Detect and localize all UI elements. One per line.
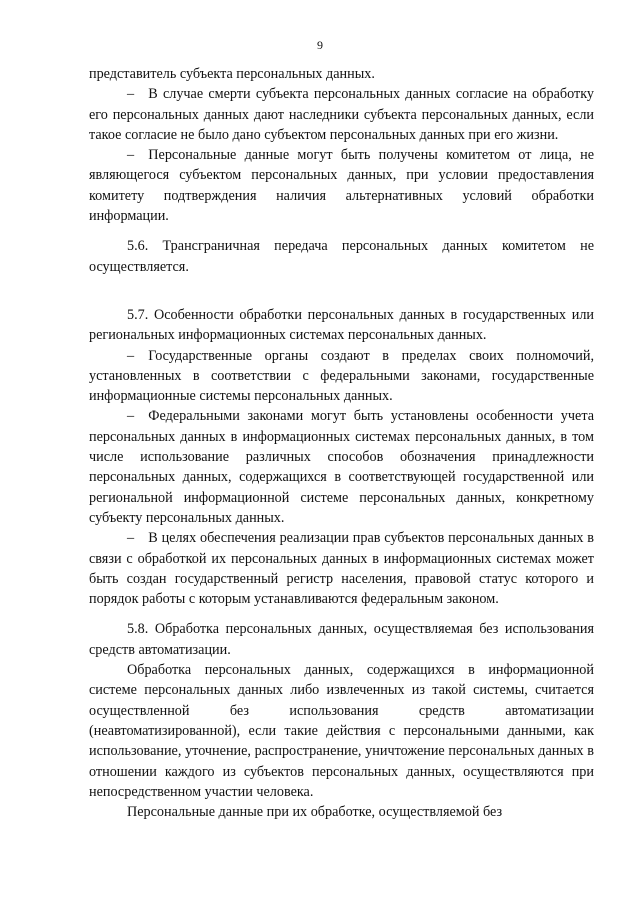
section-5-7: 5.7. Особенности обработки персональных данных в государственных или региональных информационных системах персональных данных. — [89, 306, 594, 344]
paragraph-truncated: Персональные данные при их обработке, осуществляемой без — [127, 804, 503, 821]
list-item-third-party: – Персональные данные могут быть получены комитетом от лица, не являющегося субъектом персональных данных, при условии предоставления комитету подтверждения наличия альтернативных условий обработки информации. — [89, 147, 594, 225]
list-item-state-bodies: – Государственные органы создают в пределах своих полномочий, установленных в соответствии с федеральными законами, государственные информационные системы персональных данных. — [89, 347, 594, 405]
section-5-6: 5.6. Трансграничная передача персональных данных комитетом не осуществляется. — [89, 238, 594, 275]
list-item-federal-laws: – Федеральными законами могут быть установлены особенности учета персональных данных в информационных системах персональных данных, в том числе использование различных способов обозначения принадлежности персональных данных, содержащихся в соответствующей государственной или региональной информационной системе персональных данных, конкретному субъекту персональных данных. — [89, 408, 594, 526]
page-number: 9 — [317, 38, 323, 52]
document-body — [89, 64, 594, 822]
list-item-death-consent: – В случае смерти субъекта персональных данных согласие на обработку его персональных данных дают наследники субъекта персональных данных, если такое согласие не было дано субъектом персональных данных при его жизни. — [89, 86, 594, 143]
list-item-population-register: – В целях обеспечения реализации прав субъектов персональных данных в связи с обработкой их персональных данных в информационных системах может быть создан государственный регистр населения, правовой статус которого и порядок работы с которым устанавливаются федеральным законом. — [89, 530, 594, 608]
paragraph-non-automated: Обработка персональных данных, содержащихся в информационной системе персональных данных либо извлеченных из такой системы, считается осуществленной без использования средств автоматизации (неавтоматизированной), если такие действия с персональными данными, как использование, уточнение, распространение, уничтожение персональных данных в отношении каждого из субъектов персональных данных, осуществляются при непосредственном участии человека. — [89, 662, 594, 800]
paragraph-continuation: представитель субъекта персональных данных. — [89, 66, 375, 82]
section-5-8: 5.8. Обработка персональных данных, осуществляемая без использования средств автоматизации. — [89, 621, 594, 658]
